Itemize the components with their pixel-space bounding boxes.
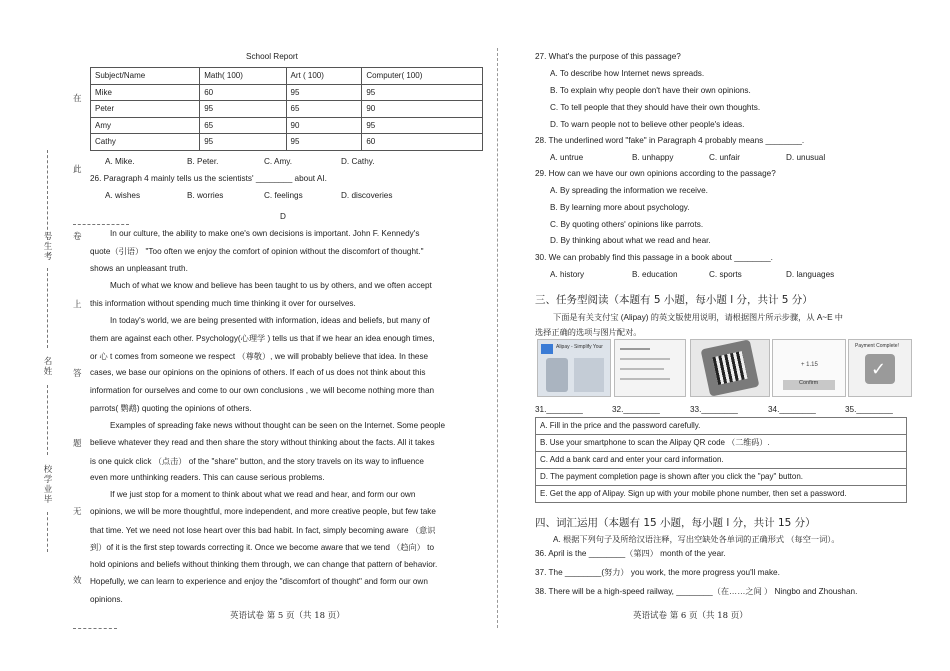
passage-line: hold opinions and beliefs without thinking them through, we can change that pattern of behavior. [90,560,438,569]
q37-question: 37. The ________(努力） you work, the more progress you'll make. [535,568,780,577]
q26-option-d: D. discoveries [341,191,393,200]
table-cell: 95 [200,134,286,151]
q30-option: A. history [550,270,585,279]
thumb-caption: Confirm [799,380,819,386]
q29-option: B. By learning more about psychology. [550,203,690,212]
answer-blank-34[interactable]: 34.________ [768,405,816,414]
left-page-footer: 英语试卷 第 5 页（共 18 页） [230,611,345,621]
margin-char: 在 [73,94,82,104]
q27-question: 27. What's the purpose of this passage? [535,52,681,61]
table-header-row [91,68,483,85]
q29-option: C. By quoting others' opinions like parrots. [550,220,704,229]
q30-option: C. sports [709,270,742,279]
q25-option-c: C. Amy. [264,157,293,166]
margin-char: 此 [73,165,82,175]
passage-line: that time. Yet we need not lose heart over this bad habit. In fact, simply becoming aware （意识 [90,526,436,535]
table-row [91,117,483,134]
passage-line: Examples of spreading fake news without thought can be seen on the Internet. Some people [110,421,445,430]
q25-option-d: D. Cathy. [341,157,375,166]
passage-line: this information without spending much time thinking it over for ourselves. [90,299,356,308]
section-4-title: 四、词汇运用（本题有 15 小题，每小题 l 分，共计 15 分） [535,517,816,529]
answer-blank-31[interactable]: 31.________ [535,405,583,414]
choice-item: C. Add a bank card and enter your card information. [536,452,906,469]
margin-char: 无 [73,507,82,517]
school-report-table [90,67,483,151]
table-cell: 95 [286,134,362,151]
q26-question: 26. Paragraph 4 mainly tells us the scientists' ________ about AI. [90,174,327,183]
binding-line [47,150,48,240]
q26-option-c: C. feelings [264,191,303,200]
margin-char: 上 [73,300,82,310]
passage-line: cases, we base our opinions on the opinions of others. If each of us does not think about this [90,368,426,377]
passage-line: If we just stop for a moment to think about what we read and hear, and form our own [110,490,416,499]
answer-blank-32[interactable]: 32.________ [612,405,660,414]
table-cell: 90 [286,117,362,134]
thumb-caption: Alipay - Simplify Your [556,344,603,350]
passage-line: them are against each other. Psychology(心理学 ) tells us that if we hear an idea enough times, [90,334,435,343]
choice-item: A. Fill in the price and the password carefully. [536,418,906,435]
q25-option-a: A. Mike. [105,157,135,166]
q28-option: A. untrue [550,153,584,162]
margin-rule [73,224,129,225]
passage-line: Hopefully, we can learn to experience and enjoy the "discomfort of thought" and form our own [90,577,428,586]
passage-line: In our culture, the ability to make one's own decisions is important. John F. Kennedy's [110,229,420,238]
q30-option: B. education [632,270,678,279]
table-header-cell: Computer( 100) [362,68,483,85]
q27-option: A. To describe how Internet news spreads. [550,69,705,78]
step-image-3 [690,339,770,397]
margin-char: 卷 [73,232,82,242]
table-cell: Amy [91,117,200,134]
q28-option: C. unfair [709,153,740,162]
choice-item: E. Get the app of Alipay. Sign up with your mobile phone number, then set a password. [540,489,847,498]
choice-item: D. The payment completion page is shown after you click the "pay" button. [536,469,906,486]
school-label: 校学业毕 [43,465,53,505]
step-image-5 [848,339,912,397]
passage-line: is one quick click （点击） of the "share" button, and the story travels on its way to influence [90,457,424,466]
margin-char: 答 [73,369,82,379]
q38-question: 38. There will be a high-speed railway, ________（在……之间 ） Ningbo and Zhoushan. [535,587,858,596]
q25-option-b: B. Peter. [187,157,219,166]
q36-question: 36. April is the ________（第四） month of the year. [535,549,726,558]
passage-line: quote（引语） "Too often we enjoy the comfort of opinion without the discomfort of thought." [90,247,424,256]
name-label: 名姓 [43,357,53,377]
page-divider [497,48,498,628]
table-header-cell: Art ( 100) [286,68,362,85]
binding-line [47,385,48,455]
q27-option: B. To explain why people don't have their own opinions. [550,86,751,95]
q29-question: 29. How can we have our own opinions according to the passage? [535,169,776,178]
section-3-intro: 选择正确的选项与图片配对。 [535,328,642,337]
table-cell: 60 [200,84,286,101]
passage-line: Much of what we know and believe has been taught to us by others, and we often accept [110,281,432,290]
table-cell: 95 [286,84,362,101]
table-cell: Peter [91,101,200,118]
q27-option: D. To warn people not to believe other people's ideas. [550,120,745,129]
passage-line: even more unthinking readers. This can cause serious problems. [90,473,325,482]
q26-option-a: A. wishes [105,191,141,200]
section-4-intro: A. 根据下列句子及所给汉语注释，写出空缺处各单词的正确形式 （每空一词）。 [553,535,840,544]
table-title: School Report [246,52,298,61]
passage-line: information for ourselves and come to our own conclusions , we will become nothing more than [90,386,435,395]
q30-question: 30. We can probably find this passage in a book about ________. [535,253,773,262]
margin-char: 题 [73,439,82,449]
table-row [91,134,483,151]
table-cell: 95 [362,84,483,101]
q29-option: A. By spreading the information we receive. [550,186,708,195]
passage-line: opinions. [90,595,123,604]
margin-rule [73,628,117,629]
q28-option: B. unhappy [632,153,674,162]
right-page-footer: 英语试卷 第 6 页（共 18 页） [633,611,748,621]
q30-option: D. languages [786,270,835,279]
choice-item: B. Use your smartphone to scan the Alipay QR code （二维码）. [536,435,906,452]
q27-option: C. To tell people that they should have their own thoughts. [550,103,761,112]
table-cell: 90 [362,101,483,118]
q28-question: 28. The underlined word "fake" in Paragraph 4 probably means ________. [535,136,805,145]
passage-label: D [280,212,286,221]
q26-option-b: B. worries [187,191,224,200]
passage-line: or 心 t comes from someone we respect （尊敬）, we will probably believe that idea. In these [90,352,429,361]
check-icon: ✓ [871,359,887,379]
passage-line: shows an unpleasant truth. [90,264,188,273]
table-cell: 95 [362,117,483,134]
table-row [91,101,483,118]
answer-blank-35[interactable]: 35.________ [845,405,893,414]
step-image-2 [614,339,686,397]
exam-number-label: 号生考 [43,232,53,262]
q28-option: D. unusual [786,153,826,162]
binding-line [47,268,48,348]
answer-blank-33[interactable]: 33.________ [690,405,738,414]
margin-char: 效 [73,576,82,586]
q29-option: D. By thinking about what we read and hear. [550,236,711,245]
passage-line: parrots( 鹦鹉) quoting the opinions of others. [90,404,252,413]
section-3-intro: 下面是有关支付宝 (Alipay) 的英文版使用说明，请根据图片所示步骤，从 A~E 中 [553,313,843,322]
binding-line [47,512,48,552]
section-3-title: 三、任务型阅读（本题有 5 小题，每小题 l 分，共计 5 分） [535,294,813,306]
table-cell: Mike [91,84,200,101]
table-cell: 95 [200,101,286,118]
table-cell: Cathy [91,134,200,151]
table-cell: 60 [362,134,483,151]
passage-line: opinions, we will be more thoughtful, more independent, and more creative people, but few take [90,507,436,516]
table-cell: 65 [200,117,286,134]
step-image-1 [537,339,611,397]
table-cell: 65 [286,101,362,118]
passage-line: believe whatever they read and then share the story without thinking about the facts. All it takes [90,438,435,447]
step-image-4 [772,339,846,397]
choice-box [535,417,907,503]
thumb-caption: + 1.15 [801,362,818,368]
table-row [91,84,483,101]
table-header-cell: Math( 100) [200,68,286,85]
passage-line: 到）of it is the first step towards correcting it. Once we become aware that we tend （趋向） to [90,543,435,552]
passage-line: In today's world, we are being presented with information, ideas and beliefs, but many of [110,316,430,325]
thumb-caption: Payment Complete! [855,343,899,349]
table-header-cell: Subject/Name [91,68,200,85]
